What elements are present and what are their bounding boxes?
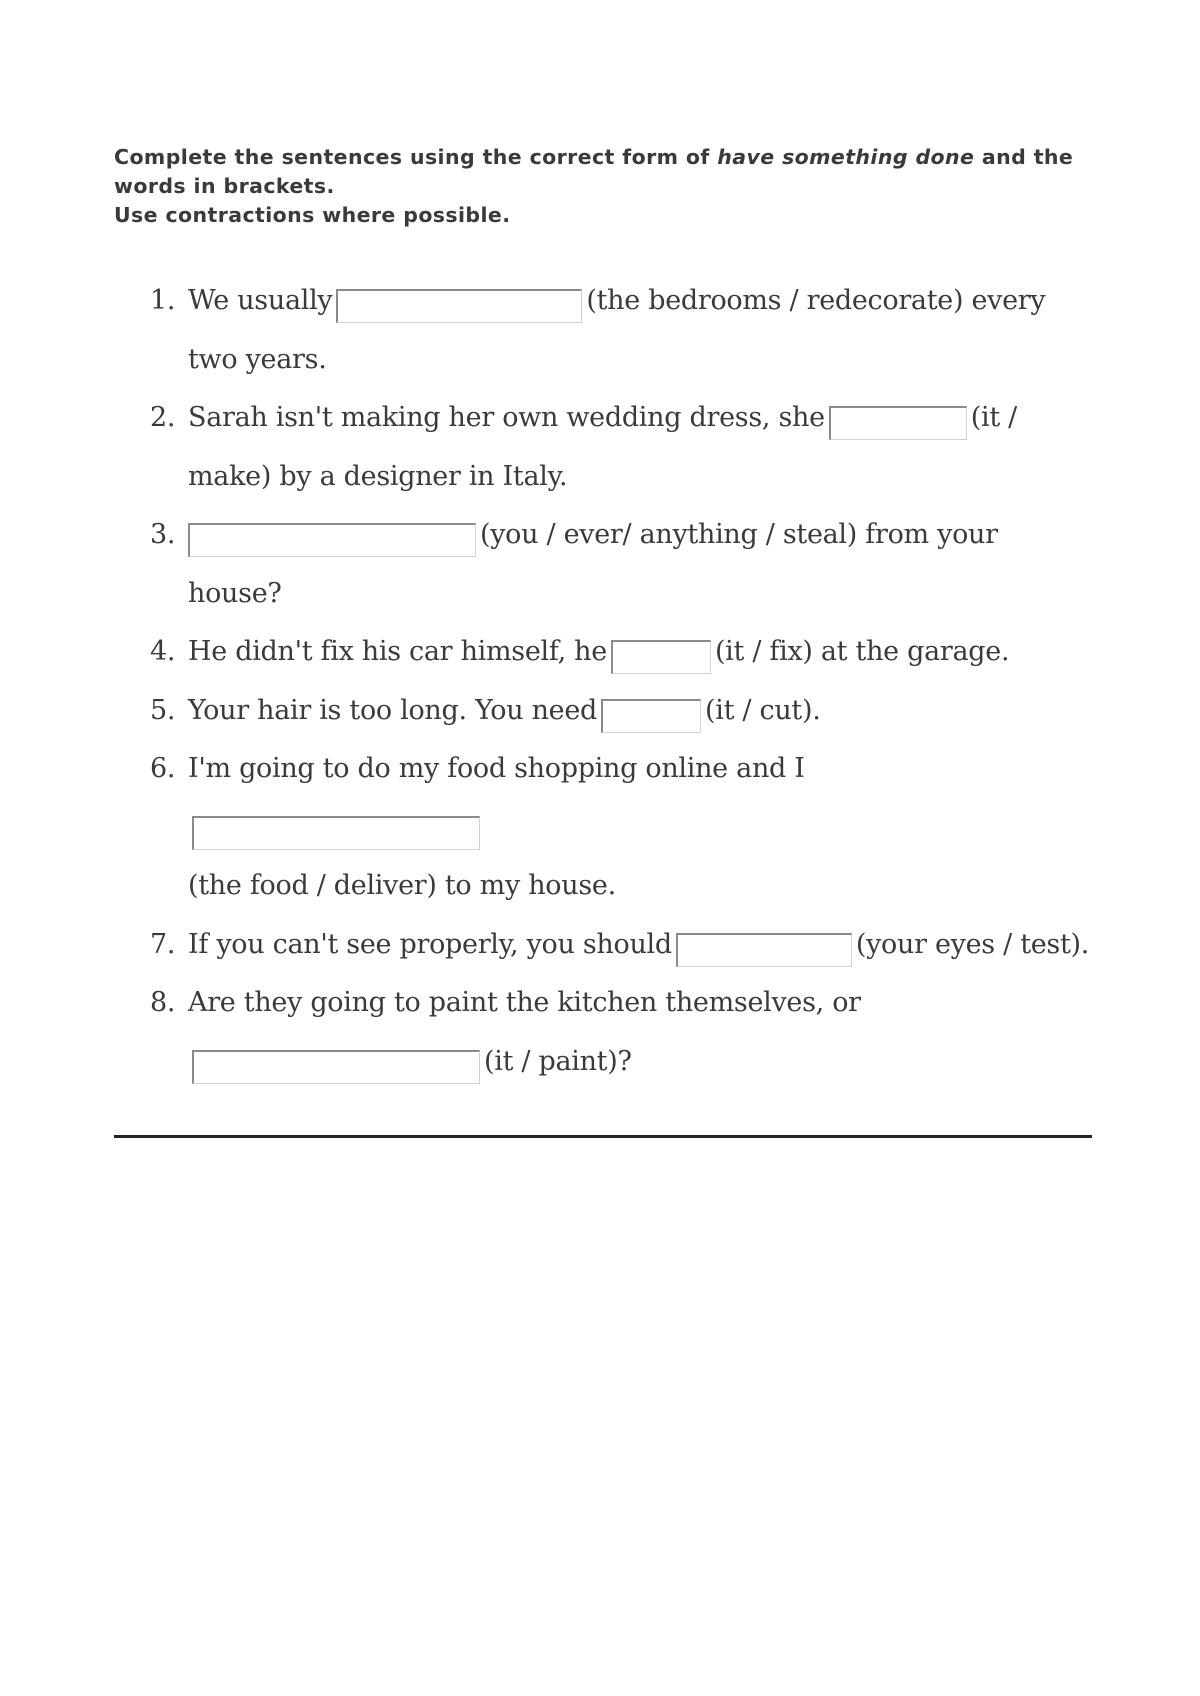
exercise-item-4: [138, 623, 1098, 682]
instructions: [114, 143, 1104, 230]
instructions-text-end: and the words in brackets.: [114, 145, 1074, 198]
item-number: 8.: [150, 987, 176, 1018]
answer-input-7[interactable]: [676, 933, 852, 967]
instructions-text: Complete the sentences using the correct form of: [114, 145, 718, 169]
exercise-item-2: [138, 389, 1098, 506]
item-number: 1.: [150, 285, 176, 316]
answer-input-4[interactable]: [611, 640, 711, 674]
answer-input-3[interactable]: [188, 523, 476, 557]
answer-input-8[interactable]: [192, 1050, 480, 1084]
sentence-start: He didn't fix his car himself, he: [188, 636, 607, 667]
answer-input-1[interactable]: [336, 289, 582, 323]
item-number: 5.: [150, 694, 176, 726]
item-number: 2.: [150, 402, 176, 433]
sentence-end: (it / paint)?: [484, 1045, 632, 1077]
item-number: 4.: [150, 636, 176, 667]
exercise-item-5: [138, 682, 1098, 741]
sentence-start: Are they going to paint the kitchen themselves, or: [188, 987, 861, 1018]
exercise-list: [138, 272, 1098, 1091]
sentence-start: I'm going to do my food shopping online and I: [188, 753, 805, 784]
sentence-start: Your hair is too long. You need: [188, 694, 598, 726]
sentence-end: (it / cut).: [705, 694, 821, 726]
sentence-end: (you / ever/ anything / steal) from your house?: [188, 519, 998, 609]
sentence-start: We usually: [188, 285, 333, 316]
instructions-italic-phrase: have something done: [717, 145, 975, 169]
exercise-item-6: [138, 740, 1098, 916]
sentence-end: (your eyes / test).: [855, 928, 1090, 960]
exercise-item-3: [138, 506, 1098, 623]
bottom-divider: [114, 1135, 1092, 1138]
exercise-item-1: [138, 272, 1098, 389]
sentence-end: (it / make) by a designer in Italy.: [188, 402, 1017, 492]
item-number: 3.: [150, 519, 176, 550]
item-number: 7.: [150, 928, 176, 960]
answer-input-5[interactable]: [601, 699, 701, 733]
answer-input-2[interactable]: [829, 406, 967, 440]
exercise-item-8: [138, 974, 1098, 1091]
exercise-item-7: [138, 916, 1098, 975]
sentence-end: (it / fix) at the garage.: [714, 636, 1010, 667]
instructions-contractions-note: Use contractions where possible.: [114, 203, 511, 227]
sentence-end: (the food / deliver) to my house.: [188, 870, 616, 901]
answer-input-6[interactable]: [192, 816, 480, 850]
item-number: 6.: [150, 753, 176, 784]
sentence-start: If you can't see properly, you should: [188, 928, 672, 960]
sentence-end: (the bedrooms / redecorate) every two years.: [188, 285, 1046, 375]
sentence-start: Sarah isn't making her own wedding dress, she: [188, 402, 825, 433]
